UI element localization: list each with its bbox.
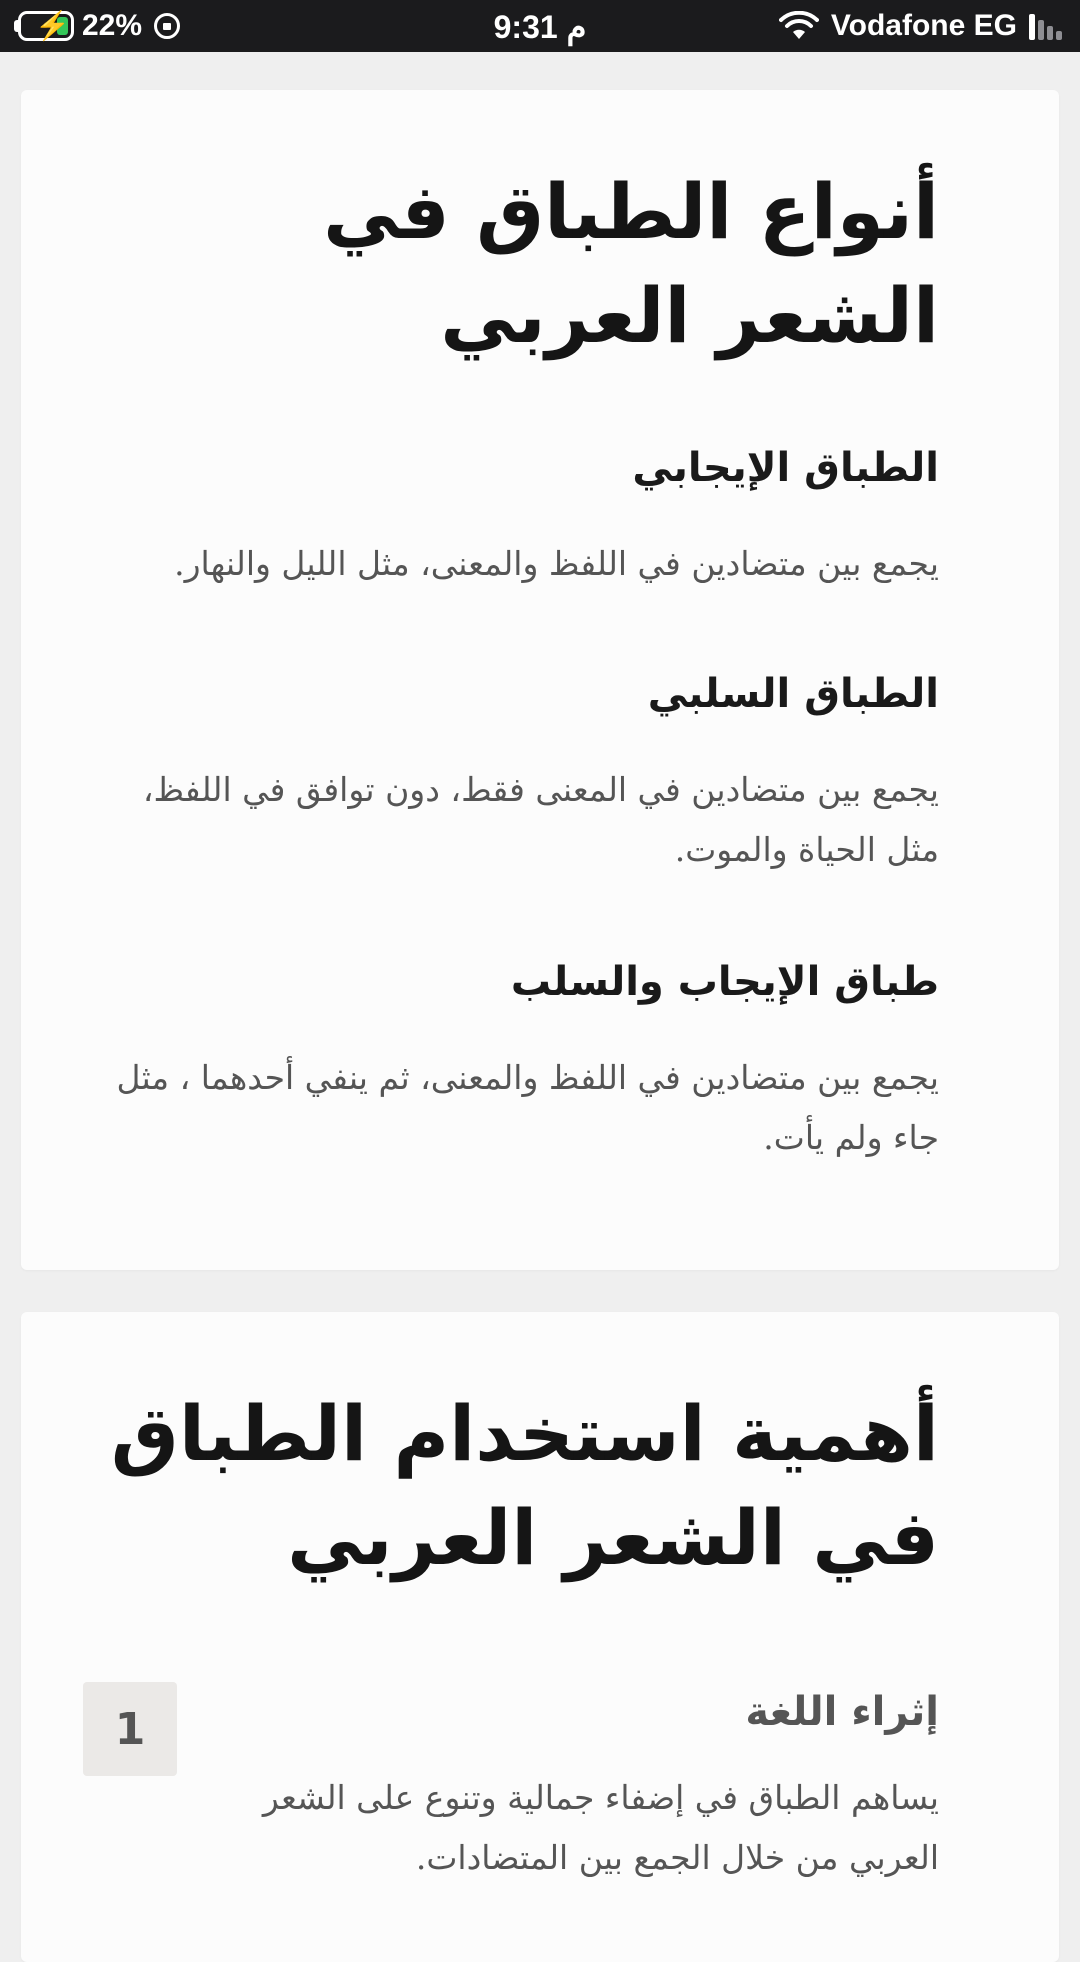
status-bar xyxy=(0,0,1080,52)
type-heading: طباق الإيجاب والسلب xyxy=(510,959,939,1005)
importance-card xyxy=(21,1312,1059,1962)
status-right xyxy=(779,8,1062,44)
type-heading: الطباق السلبي xyxy=(647,671,939,717)
status-time: 9:31 م xyxy=(493,9,587,45)
type-description: يجمع بين متضادين في اللفظ والمعنى، ثم ينفي أحدهما ، مثل جاء ولم يأت. xyxy=(116,1058,939,1157)
section-title: أهمية استخدام الطباق في الشعر العربي xyxy=(110,1389,939,1582)
types-card xyxy=(21,90,1059,1270)
type-item-3 xyxy=(83,952,939,1168)
type-description: يجمع بين متضادين في المعنى فقط، دون توافق في اللفظ، مثل الحياة والموت. xyxy=(142,770,939,869)
importance-heading: إثراء اللغة xyxy=(745,1689,939,1735)
importance-item-1 xyxy=(217,1682,939,1888)
step-number-badge: 1 xyxy=(83,1682,177,1776)
types-content xyxy=(83,160,939,368)
cellular-signal-icon xyxy=(1029,12,1062,40)
type-description: يجمع بين متضادين في اللفظ والمعنى، مثل الليل والنهار. xyxy=(174,544,939,583)
battery-charging-icon: ⚡ xyxy=(18,11,74,41)
wifi-icon xyxy=(779,11,819,41)
type-heading: الطباق الإيجابي xyxy=(632,445,939,491)
importance-description: يساهم الطباق في إضفاء جمالية وتنوع على الشعر العربي من خلال الجمع بين المتضادات. xyxy=(262,1778,939,1877)
section-title: أنواع الطباق في الشعر العربي xyxy=(323,167,939,360)
type-item-2 xyxy=(83,664,939,880)
battery-percent: 22% xyxy=(82,9,143,42)
importance-content xyxy=(83,1382,939,1590)
type-item-1 xyxy=(83,438,939,594)
carrier-name: Vodafone EG xyxy=(830,9,1017,42)
